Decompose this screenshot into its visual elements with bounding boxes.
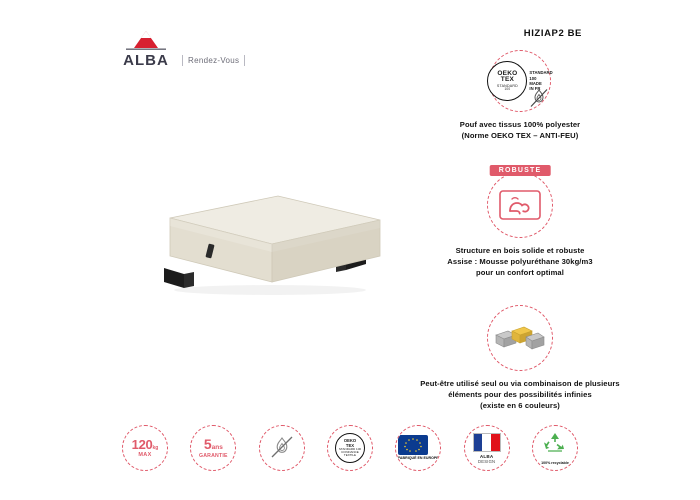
feature-modularity-icon-wrap	[410, 305, 630, 371]
eu-flag-icon	[398, 435, 428, 455]
certification-weight	[118, 425, 172, 471]
feature-structure-icon-wrap	[410, 167, 630, 238]
oeko-tex-mini-icon: OEKO TEX STANDARD 100 CONFIANCE TEXTILE	[327, 425, 373, 471]
modular-combination-icon	[487, 305, 553, 371]
french-design-icon	[464, 425, 510, 471]
oeko-tex-badge: OEKO TEX STANDARD 100	[487, 61, 527, 101]
no-fire-glyph	[267, 433, 297, 463]
brand-logo	[118, 30, 245, 68]
no-fire-icon	[526, 86, 552, 112]
oeko-tex-badge-side-text: STANDARD 100 MADE IN FR	[529, 70, 553, 92]
feature-modularity-caption: Peut-être utilisé seul ou via combinaison de plusieurs éléments pour des possibilités infinies (existe en 6 couleurs)	[420, 379, 620, 410]
made-in-europe-label: FABRIQUÉ EN EUROPE	[397, 456, 439, 461]
certification-warranty	[186, 425, 240, 471]
certification-oeko-tex	[323, 425, 377, 471]
certification-fire	[255, 425, 309, 471]
feature-fabric-icon-wrap	[410, 50, 630, 112]
robuste-muscle-arm-icon	[487, 172, 553, 238]
robuste-ribbon: ROBUSTE	[490, 165, 551, 176]
alba-wordmark: ALBA	[123, 52, 169, 69]
muscle-arm-glyph	[498, 185, 542, 225]
brand-tagline: Rendez-Vous	[182, 55, 245, 66]
weight-limit-icon: 120kg MAX	[122, 425, 168, 471]
certification-strip	[118, 422, 582, 474]
certification-recyclable	[528, 425, 582, 471]
feature-modularity	[410, 305, 630, 411]
eu-stars	[398, 435, 428, 455]
feature-structure	[410, 167, 630, 278]
product-image	[150, 190, 390, 310]
modular-blocks-glyph	[494, 321, 546, 355]
product-reference: HIZIAP2 BE	[523, 28, 582, 39]
feature-structure-caption: Structure en bois solide et robuste Assise : Mousse polyuréthane 30kg/m3 pour un confort optimal	[447, 246, 593, 277]
made-in-europe-icon	[395, 425, 441, 471]
certification-french-design	[460, 425, 514, 471]
recycle-arrows-glyph	[541, 431, 569, 455]
feature-fabric-caption: Pouf avec tissus 100% polyester (Norme OEKO TEX – ANTI-FEU)	[459, 120, 581, 140]
feature-fabric	[410, 50, 630, 141]
certification-made-in-europe	[391, 425, 445, 471]
recyclable-icon	[532, 425, 578, 471]
fire-resistant-icon	[259, 425, 305, 471]
french-design-label: ALBA DESIGN	[478, 453, 496, 464]
pouf-bench-illustration	[150, 190, 390, 310]
oeko-tex-no-fire-icon	[489, 50, 551, 112]
french-flag-icon	[473, 433, 501, 452]
alba-mountain-icon	[118, 30, 174, 52]
alba-logo-mark	[118, 30, 174, 68]
warranty-icon: 5ans GARANTIE	[190, 425, 236, 471]
recyclable-label: 100% recyclable	[541, 461, 569, 465]
